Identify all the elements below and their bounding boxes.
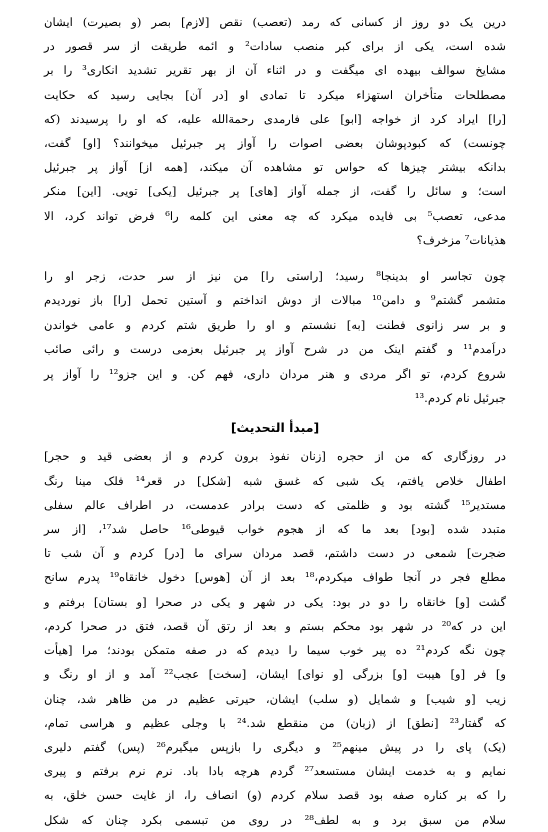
text-line: شده است، یکی از برای کبر منصب سادات² و ائمه طریقت از سر قصور در (44, 39, 506, 54)
text-line: درین یک دو روز از کسانی که رمد (تعصب) نقص [لازم] بصر (و بصیرت) ایشان (44, 15, 506, 29)
text-line: متبدد شده [بود] بعد ما که از هجوم خواب قیوطی¹⁶ حاصل شد¹⁷، [از سر (44, 522, 506, 537)
paragraph-2 (44, 264, 506, 410)
text-line: [را] ایراد کرد از خواجه [ابو] علی فارمدی رحمةالله علیه، که او را پرسیدند (که (44, 111, 506, 126)
text-line: مطلع فجر در آنجا طواف میکردم،¹⁸ بعد از آن [هوس] دخول خانقاه¹⁹ پدرم سانح (44, 570, 507, 585)
text-line: دراَمدم¹¹ و گفتم اینک من در شرح آواز پر جبرئیل بعزمی درست و رائی صائب (44, 342, 506, 357)
paragraph-3 (44, 444, 506, 831)
text-line: را که بر کناره صفه بود قصد سلام کردم (و) انصاف را، از غایت حسن خلق، به (44, 788, 506, 803)
text-line: و] فر [و] هیبت [و] بزرگی [و نوای] ایشان، [سخت] عجب²² آمد و از او رنگ و (44, 667, 506, 682)
text-line: متشمر گشتم⁹ و دامن¹⁰ مبالات از دوش انداختم و آستین تحمل [را] باز نوردیدم (44, 293, 506, 308)
text-line: مدعی، تعصب⁵ بی فایده میکرد که چه معنی این کلمه را⁶ فرض تواند کرد، الا (44, 208, 506, 223)
text-line: چون تجاسر او بدینجا⁸ رسید؛ [راستی را] من نیز از سر حدت، زجر او را (44, 269, 506, 284)
text-line: چون نگه کردم²¹ ده پیر خوب سیما را دیدم که در صفه متمکن بودند؛ مرا [هیأت (44, 643, 506, 658)
text-line: مستدیر¹⁵ گشته بود و ظلمتی که دست برادر عدمست، در اطراف عالم سفلی (44, 497, 506, 512)
text-line: که گفتار²³ [نطق] از (زبان) من منقطع شد.²⁴ با وجلی عظیم و هراسی تمام، (44, 715, 507, 730)
section-heading: [مبدأ التحدیث] (230, 420, 320, 436)
document-page (44, 10, 507, 827)
text-line: هذیانات⁷ مزخرف؟ (416, 232, 506, 247)
text-line: و بر سر زانوی فطنت [به] نشستم و او را طریق شتم کردم و عامی خواندن (44, 317, 506, 332)
paragraph-1 (44, 10, 506, 252)
text-line: مصطلحات متأخران استهزاء میکرد تا تمادی او [در آن] بجایی رسید که حکایت (44, 87, 506, 102)
text-line: ضجرت] شمعی در دست داشتم، قصد مردان سرای ما [در] کردم و آن شب تا (44, 546, 506, 561)
text-line: گشت [و] خانقاه را دو در بود: یکی در شهر و یکی در صحرا [و بستان] برفتم و (44, 594, 506, 609)
text-line: زیب [و شیب] و شمایل (و سلب) ایشان، حیرتی عظیم در من ظاهر شد، چنان (44, 691, 506, 706)
text-line: چونست) که کبودپوشان بعضی اصوات را آواز پر جبرئیل میخوانند؟ [او] گفت، (44, 136, 506, 151)
text-line: این در که²⁰ در شهر بود محکم بستم و بعد از رتق آن قصد، فتق در صحرا کردم، (44, 618, 506, 633)
text-line: جبرئیل نام کردم.¹³ (414, 391, 506, 406)
text-line: اطفال خلاص یافتم، یک شبی که غسق شبه [شکل] در قعر¹⁴ فلک مینا رنگ (44, 473, 506, 488)
text-line: نمایم و به خدمت ایشان مستسعد²⁷ گردم هرچه بادا باد. نرم نرم برفتم و پیری (44, 764, 506, 779)
text-line: (یک) پای را در پیش مینهم²⁵ و دیگری را بازپس میگیرم²⁶ (پس) گفتم دلیری (44, 739, 507, 754)
text-line: بدانکه بیشتر چیزها که حواس تو مشاهده آن میکند، [همه از] آواز پر جبرئیل (44, 160, 506, 175)
text-line: است؛ و سائل را گفت، از جمله آواز [های] پر جبرئیل [یکی] تویی. [این] منکر (44, 184, 506, 199)
text-line: در روزگاری که من از حجره [زنان نفوذ برون کردم و از بعضی قید و حجر] (44, 449, 506, 464)
text-line: سلام من سبق برد و به لطف²⁸ در روی من تبسمی بکرد چنان که شکل (44, 812, 506, 827)
text-line: مشایخ سوالف بیهده ای میگفت و در اثناء آن از بهر تقریر تشدید انکاری³ را بر (44, 63, 506, 78)
text-line: شروع کردم، تو اگر مردی و هنر مردان داری، فهم کن. و این جزو¹² را آواز پر (44, 366, 506, 381)
